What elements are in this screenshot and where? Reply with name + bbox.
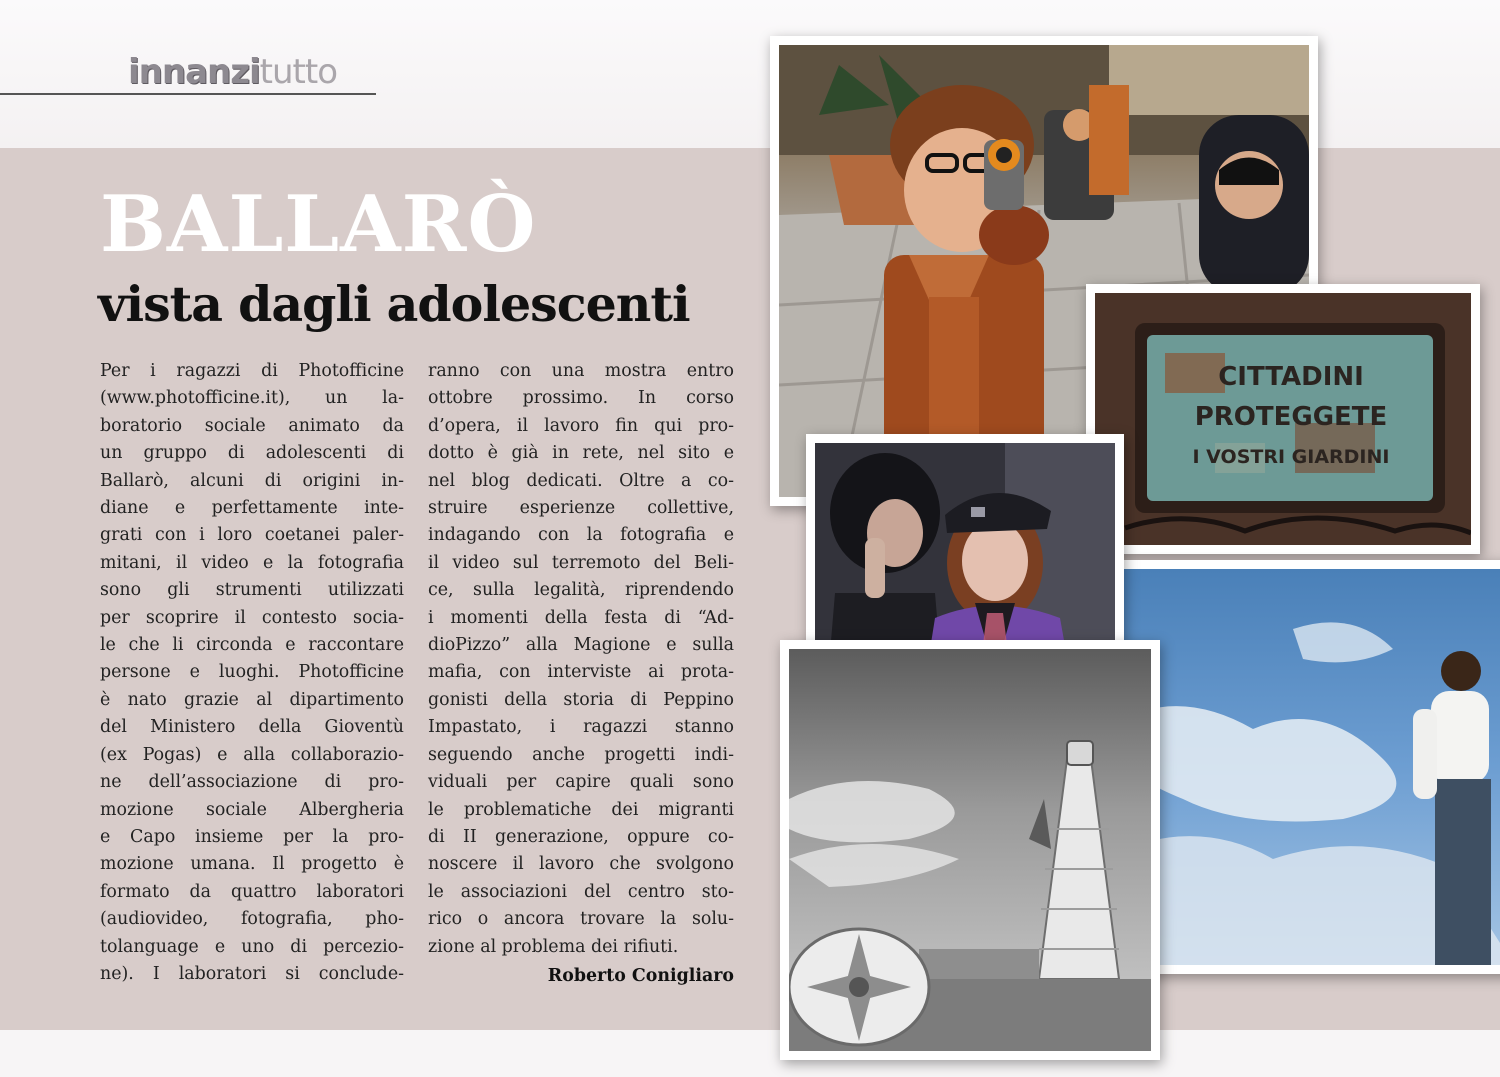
text-line: (audiovideo, fotografia, pho-: [100, 909, 404, 930]
text-line: d’opera, il lavoro fin qui pro-: [428, 415, 734, 436]
sign-line-3: I VOSTRI GIARDINI: [1192, 446, 1390, 468]
text-line: ne). I laboratori si conclude-: [100, 963, 404, 984]
text-line: ne dell’associazione di pro-: [100, 772, 404, 793]
sign-line-2: PROTEGGETE: [1194, 402, 1388, 432]
text-line: i momenti della festa di “Ad-: [428, 607, 734, 628]
text-line: (www.photofficine.it), un la-: [100, 388, 404, 409]
text-line: zione al problema dei rifiuti.: [428, 936, 679, 957]
text-line: boratorio sociale animato da: [100, 415, 404, 436]
article-column-1: [100, 358, 404, 988]
text-line: ce, sulla legalità, riprendendo: [428, 580, 734, 601]
section-header: [128, 52, 337, 96]
text-line: viduali per capire quali sono: [428, 772, 734, 793]
text-line: tolanguage e uno di percezio-: [100, 936, 404, 957]
text-line: diane e perfettamente inte-: [100, 498, 404, 519]
text-line: nel blog dedicati. Oltre a co-: [428, 470, 734, 491]
text-line: il video sul terremoto del Beli-: [428, 552, 734, 573]
section-header-light: tutto: [259, 52, 337, 92]
sign-line-1: CITTADINI: [1218, 362, 1364, 392]
article-byline: Roberto Conigliaro: [547, 966, 734, 986]
text-line: un gruppo di adolescenti di: [100, 443, 404, 464]
text-line: sono gli strumenti utilizzati: [100, 580, 404, 601]
text-line: gonisti della storia di Peppino: [428, 689, 734, 710]
text-line: del Ministero della Gioventù: [100, 717, 404, 738]
text-line: di II generazione, oppure co-: [428, 826, 734, 847]
photo-rusty-sign: [1086, 284, 1480, 554]
header-rule: [0, 93, 376, 95]
section-header-bold: innanzi: [128, 52, 260, 92]
text-line: le problematiche dei migranti: [428, 799, 734, 820]
text-line: mitani, il video e la fotografia: [100, 552, 404, 573]
text-line: noscere il lavoro che svolgono: [428, 854, 734, 875]
text-line: rico o ancora trovare la solu-: [428, 909, 734, 930]
text-line: dioPizzo” alla Magione e sulla: [428, 635, 734, 656]
text-line: Impastato, i ragazzi stanno: [428, 717, 734, 738]
text-line: struire esperienze collettive,: [428, 498, 734, 519]
text-line: le che li circonda e raccontare: [100, 635, 404, 656]
text-line: seguendo anche progetti indi-: [428, 744, 734, 765]
article-subtitle: vista dagli adolescenti: [98, 275, 690, 333]
text-line: persone e luoghi. Photofficine: [100, 662, 404, 683]
text-line: Ballarò, alcuni di origini in-: [100, 470, 404, 491]
article-column-2: [428, 358, 734, 961]
photo-tower-bw: [780, 640, 1160, 1060]
text-line: Per i ragazzi di Photofficine: [100, 361, 404, 381]
text-line: grati con i loro coetanei paler-: [100, 525, 404, 546]
text-line: dotto è già in rete, nel sito e: [428, 443, 734, 464]
text-line: mafia, con interviste ai prota-: [428, 662, 734, 683]
text-line: mozione sociale Albergheria: [100, 799, 404, 820]
text-line: è nato grazie al dipartimento: [100, 689, 404, 710]
text-line: formato da quattro laboratori: [100, 881, 404, 902]
text-line: ranno con una mostra entro: [428, 361, 734, 381]
text-line: le associazioni del centro sto-: [428, 881, 734, 902]
text-line: e Capo insieme per la pro-: [100, 826, 404, 847]
text-line: per scoprire il contesto socia-: [100, 607, 404, 628]
text-line: indagando con la fotografia e: [428, 525, 734, 546]
text-line: ottobre prossimo. In corso: [428, 388, 734, 409]
text-line: mozione umana. Il progetto è: [100, 854, 404, 875]
article-title: BALLARÒ: [100, 179, 537, 270]
photo-sky-person: [1114, 560, 1500, 974]
text-line: (ex Pogas) e alla collaborazio-: [100, 744, 404, 765]
